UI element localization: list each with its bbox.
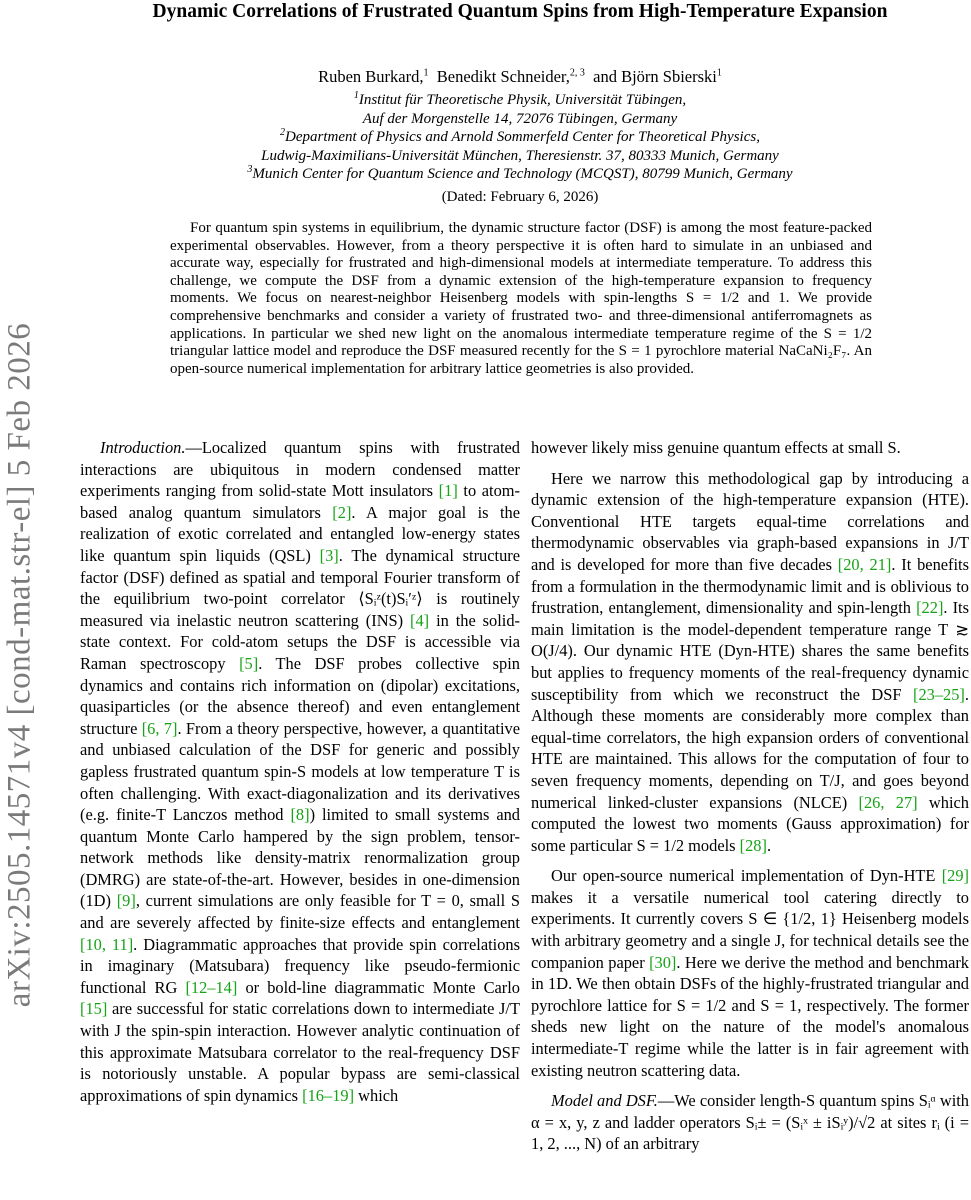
citation-link[interactable]: [3]	[319, 545, 339, 565]
citation-link[interactable]: [28]	[739, 835, 767, 855]
citation-link[interactable]: [5]	[239, 653, 259, 673]
citation-link[interactable]: [12–14]	[185, 977, 238, 997]
citation-link[interactable]: [9]	[116, 891, 136, 911]
citation-link[interactable]: [8]	[290, 805, 310, 825]
implementation-paragraph: Our open-source numerical implementation of Dyn-HTE [29] makes it a versatile numerical tool catering directly to experiments. It currently covers S ∈ {1/2, 1} Heisenberg models with arbitrary geometry and a single J, for technical details see the companion paper [30]. Here we derive the method and benchmark in 1D. We then obtain DSFs of the highly-frustrated triangular and pyrochlore lattice for S = 1/2 and S = 1, respectively. The former sheds new light on the nature of the model's anomalous intermediate-T regime while the latter is in fair agreement with existing neutron scattering data.	[531, 866, 969, 1080]
affiliation-line: Ludwig-Maximilians-Universität München, Theresienstr. 37, 80333 Munich, Germany	[261, 147, 779, 164]
author-affil-mark: 2, 3	[569, 67, 585, 79]
arxiv-sidebar	[0, 240, 40, 1090]
author-affil-mark: 1	[716, 67, 722, 79]
citation-link[interactable]: [6, 7]	[141, 718, 178, 738]
author-name: Benedikt Schneider,	[436, 67, 570, 86]
author-name: Ruben Burkard,	[318, 67, 424, 86]
citation-link[interactable]: [16–19]	[302, 1085, 355, 1105]
continuation-paragraph: however likely miss genuine quantum effects at small S.	[531, 438, 901, 457]
abstract	[170, 220, 872, 378]
citation-link[interactable]: [2]	[332, 502, 352, 522]
affil-mark: 3	[247, 164, 253, 175]
intro-paragraph	[80, 437, 520, 1106]
affiliation-line: Auf der Morgenstelle 14, 72076 Tübingen, Germany	[362, 110, 678, 127]
intro-text: —Localized quantum spins with frustrated interactions are ubiquitous in modern condensed matter experiments ranging from solid-state Mott insulators [1] to atom-based analog quantum simulators [2]. A major goal is the realization of exotic correlated and entangled low-energy states like quantum spin liquids (QSL) [3]. The dynamical structure factor (DSF) defined as spatial and temporal Fourier transform of the equilibrium two-point correlator ⟨Sᵢᶻ(t)Sᵢ′ᶻ⟩ is routinely measured via inelastic neutron scattering (INS) [4] in the solid-state context. For cold-atom setups the DSF is accessible via Raman spectroscopy [5]. The DSF probes collective spin dynamics and contains rich information on (dipolar) excitations, quasiparticles (or the absence thereof) and even entanglement structure [6, 7]. From a theory perspective, however, a quantitative and unbiased calculation of the DSF for generic and possibly gapless frustrated quantum spin-S models at low temperature T is often challenging. With exact-diagonalization and its derivatives (e.g. finite-T Lanczos method [8]) limited to small systems and quantum Monte Carlo hampered by the sign problem, tensor-network methods like density-matrix renormalization group (DMRG) are state-of-the-art. However, besides in one-dimension (1D) [9], current simulations are only feasible for T = 0, small S and are severely affected by finite-size effects and entanglement [10, 11]. Diagrammatic approaches that provide spin correlations in imaginary (Matsubara) frequency like pseudo-fermionic functional RG [12–14] or bold-line diagrammatic Monte Carlo [15] are successful for static correlations down to intermediate J/T with J the spin-spin interaction. However analytic continuation of this approximate Matsubara correlator to the real-frequency DSF is notoriously unstable. A popular bypass are semi-classical approximations of spin dynamics [16–19] which	[80, 438, 521, 1105]
model-text: —We consider length-S quantum spins Sᵢᵅ with α = x, y, z and ladder operators Sᵢ± = (Sᵢˣ ± iSᵢʸ)/√2 at sites rᵢ (i = 1, 2, ..., N) of an arbitrary	[531, 1091, 969, 1154]
citation-link[interactable]: [22]	[916, 598, 944, 618]
citation-link[interactable]: [20, 21]	[837, 554, 892, 574]
left-column	[80, 437, 520, 1106]
affiliation-line: Institut für Theoretische Physik, Universität Tübingen,	[358, 92, 687, 108]
model-heading: Model and DSF.	[551, 1091, 658, 1111]
right-column	[531, 437, 969, 1155]
citation-link[interactable]: [1]	[438, 481, 458, 501]
date-line: (Dated: February 6, 2026)	[441, 189, 599, 205]
abstract-text: For quantum spin systems in equilibrium, the dynamic structure factor (DSF) is among the most feature-packed experimental observables. However, from a theory perspective it is often hard to simulate in an unbiased and accurate way, especially for frustrated and high-dimensional models at intermediate temperature. To address this challenge, we compute the DSF from a dynamic extension of the high-temperature expansion to frequency moments. We focus on nearest-neighbor Heisenberg models with spin-lengths S = 1/2 and 1. We provide comprehensive benchmarks and consider a variety of frustrated two- and three-dimensional antiferromagnets as applications. In particular we shed new light on the anomalous intermediate temperature regime of the S = 1/2 triangular lattice model and reproduce the DSF measured recently for the S = 1 pyrochlore material NaCaNi₂F₇. An open-source numerical implementation for arbitrary lattice geometries is also provided.	[170, 220, 872, 377]
affil-mark: 1	[353, 90, 359, 101]
affiliation-line: Munich Center for Quantum Science and Technology (MCQST), 80799 Munich, Germany	[252, 166, 793, 182]
citation-link[interactable]: [26, 27]	[858, 792, 918, 812]
citation-link[interactable]: [29]	[941, 866, 969, 886]
author-affil-mark: 1	[423, 67, 429, 79]
arxiv-identifier: arXiv:2505.14571v4 [cond-mat.str-el] 5 Feb 2026	[1, 322, 38, 1008]
method-paragraph: Here we narrow this methodological gap by introducing a dynamic extension of the high-temperature expansion (HTE). Conventional HTE targets equal-time correlations and thermodynamic observables via graph-based expansions in J/T and is developed for more than five decades [20, 21]. It benefits from a formulation in the thermodynamic limit and is oblivious to frustration, entanglement, dimensionality and spin-length [22]. Its main limitation is the model-dependent temperature range T ≳ O(J/4). Our dynamic HTE (Dyn-HTE) shares the same benefits but applies to frequency moments of the real-frequency dynamic susceptibility from which we reconstruct the DSF [23–25]. Although these moments are considerably more complex than equal-time correlators, the high expansion orders of conventional HTE are maintained. This allows for the computation of four to seven frequency moments, depending on T/J, and goes beyond numerical linked-cluster expansions (NLCE) [26, 27] which computed the lowest two moments (Gauss approximation) for some particular S = 1/2 models [28].	[531, 468, 969, 855]
citation-link[interactable]: [30]	[649, 952, 677, 972]
citation-link[interactable]: [10, 11]	[80, 934, 134, 954]
intro-heading: Introduction.	[100, 438, 186, 457]
citation-link[interactable]: [4]	[410, 610, 430, 630]
citation-link[interactable]: [23–25]	[912, 684, 965, 704]
affiliation-line: Department of Physics and Arnold Sommerfeld Center for Theoretical Physics,	[285, 129, 760, 145]
author-list	[80, 67, 960, 87]
citation-link[interactable]: [15]	[80, 999, 108, 1019]
affil-mark: 2	[280, 127, 286, 138]
model-paragraph	[531, 1090, 969, 1155]
affiliations	[80, 91, 960, 184]
author-name: and Björn Sbierski	[593, 67, 717, 86]
paper-title: Dynamic Correlations of Frustrated Quantum Spins from High-Temperature Expansion	[152, 1, 888, 22]
